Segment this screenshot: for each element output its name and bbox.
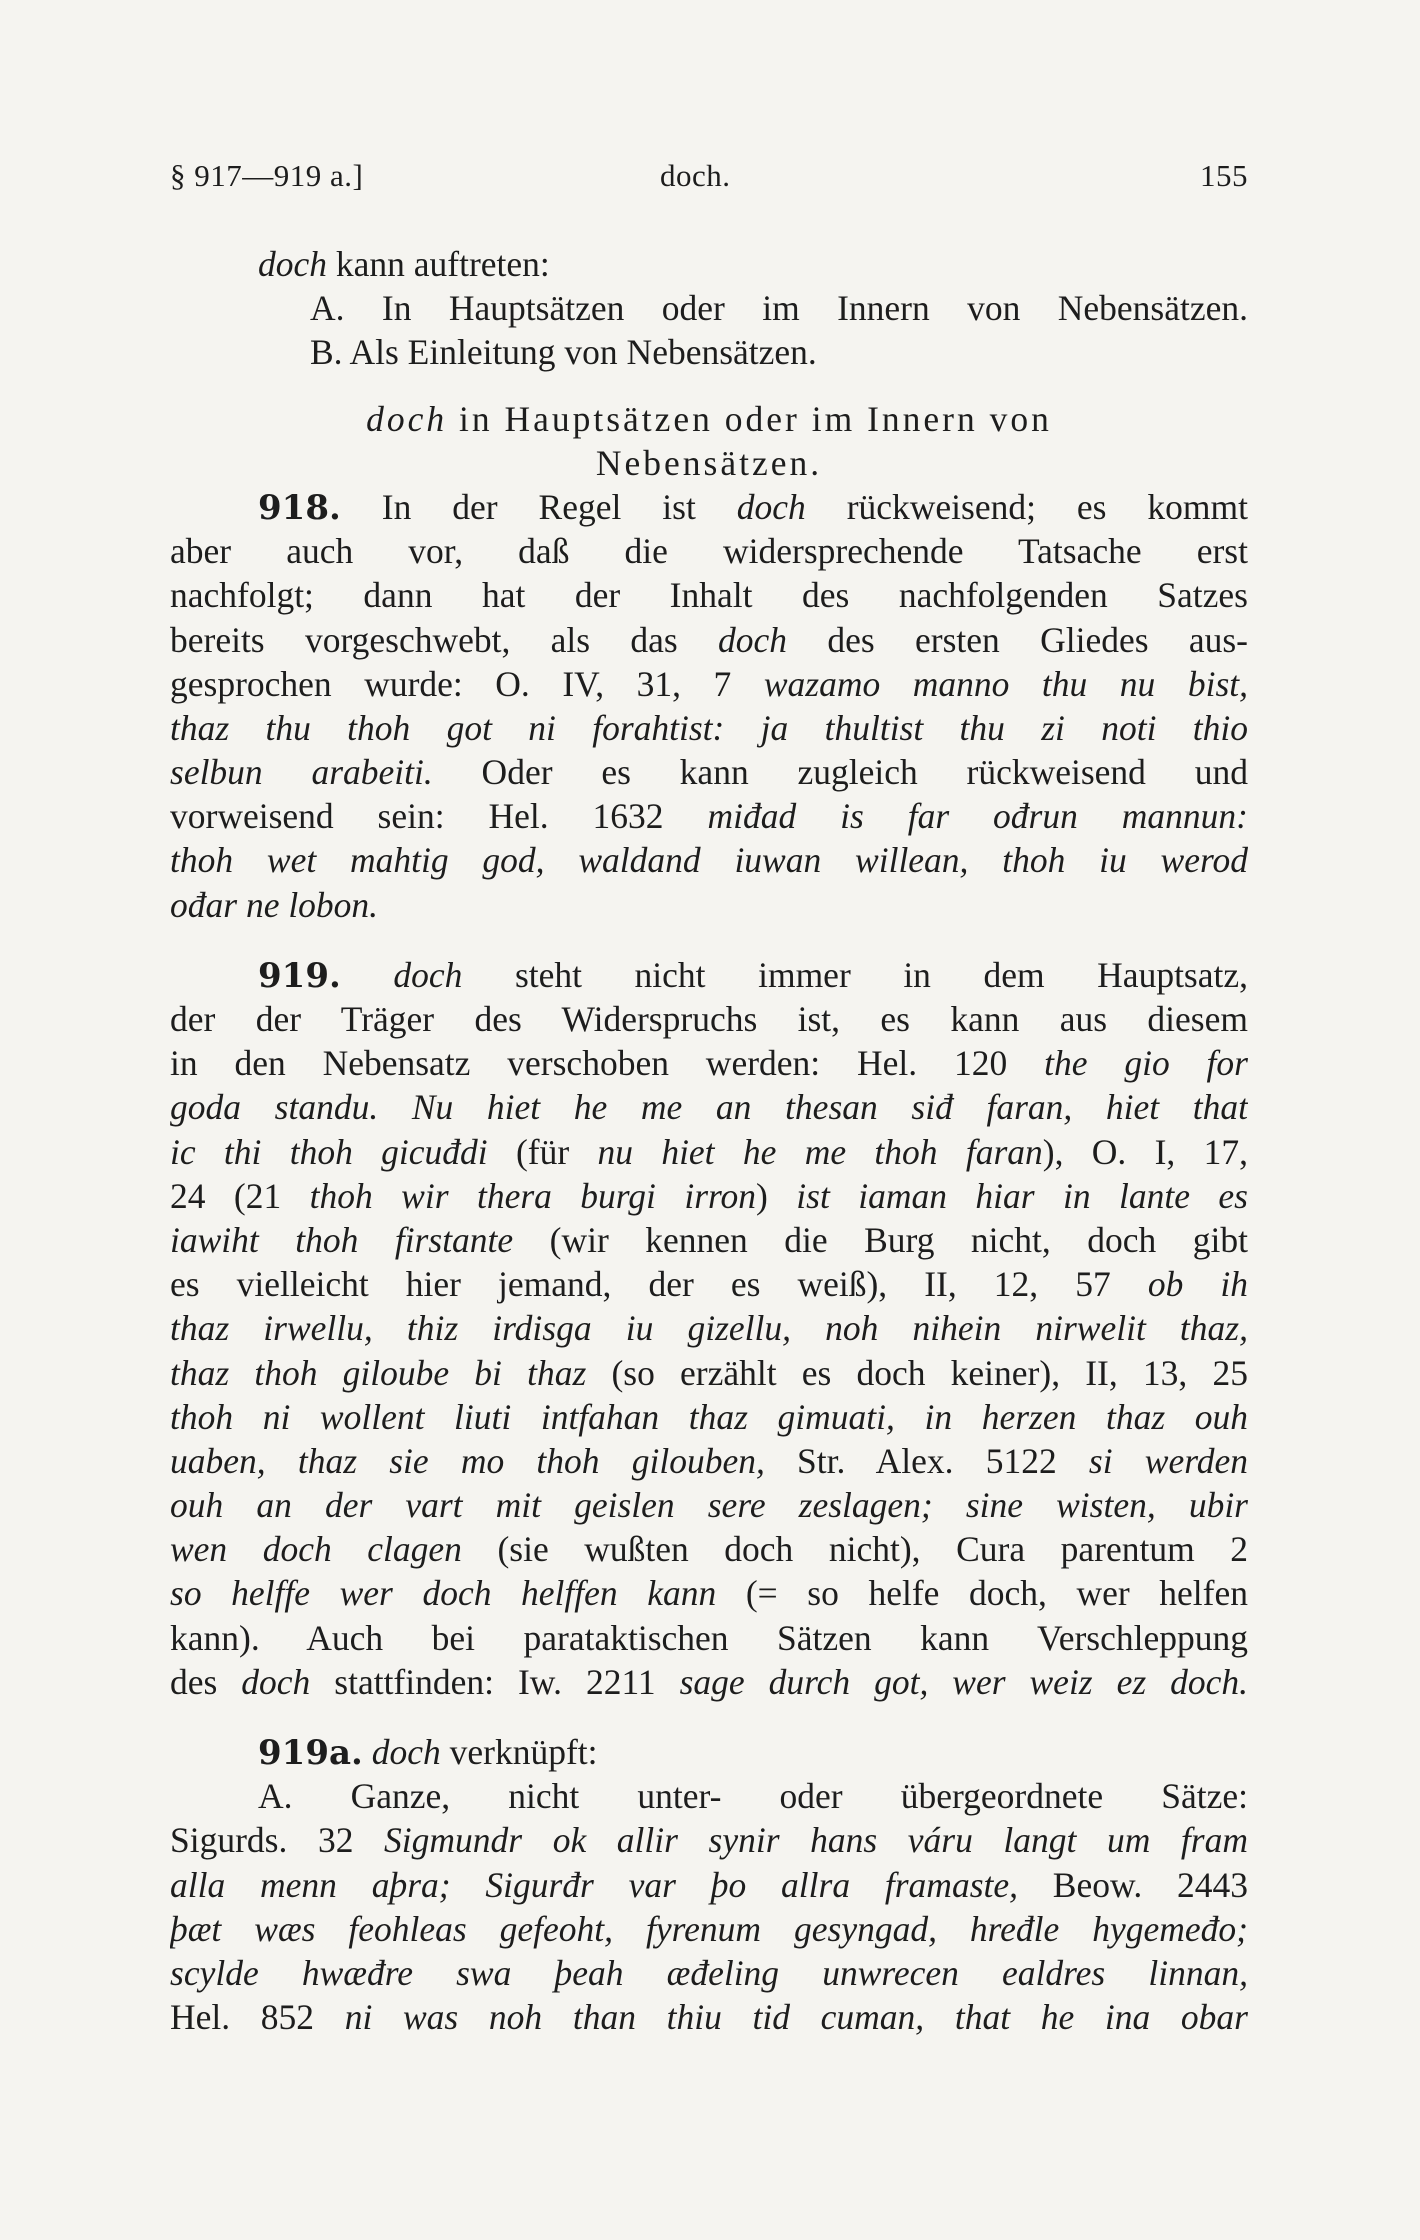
p919-line: der der Träger des Widerspruchs ist, es kann aus diesem <box>170 999 1248 1039</box>
paragraph-919a <box>170 1730 1248 2039</box>
p919-line: iawiht thoh firstante (wir kennen die Burg nicht, doch gibt <box>170 1219 1248 1260</box>
p919-line: goda standu. Nu hiet he me an thesan siđ faran, hiet that <box>170 1087 1248 1128</box>
p918-line: aber auch vor, daß die widersprechende Tatsache erst <box>170 531 1248 572</box>
header-section-range: § 917—919 a.] <box>170 158 364 193</box>
paragraph-919 <box>170 953 1248 1704</box>
p918-line: thoh wet mahtig god, waldand iuwan willean, thoh iu werod <box>170 840 1248 881</box>
paragraph-918 <box>170 485 1248 927</box>
section-heading-line1: doch in Hauptsätzen oder im Innern von <box>366 398 1052 439</box>
paragraph-number: 919. <box>258 955 341 996</box>
p918-line: ođar ne lobon. <box>170 884 379 925</box>
page-body <box>170 242 1248 2039</box>
p918-line: thaz thu thoh got ni forahtist: ja thultist thu zi noti thio <box>170 707 1248 748</box>
p919-line: kann). Auch bei parataktischen Sätzen kann Verschleppung <box>170 1617 1248 1658</box>
p918-line: 918. In der Regel ist doch rückweisend; es kommt <box>258 486 1248 528</box>
p919-line: thaz irwellu, thiz irdisga iu gizellu, noh nihein nirwelit thaz, <box>170 1308 1248 1349</box>
p919-line: so helffe wer doch helffen kann (= so helfe doch, wer helfen <box>170 1573 1248 1614</box>
page-number: 155 <box>1200 158 1248 193</box>
intro-line: doch kann auftreten: <box>258 244 550 284</box>
p919-line: 919. doch steht nicht immer in dem Hauptsatz, <box>258 954 1248 996</box>
p919a-line: A. Ganze, nicht unter- oder übergeordnete Sätze: <box>258 1776 1248 1817</box>
p919-line: des doch stattfinden: Iw. 2211 sage durch got, wer weiz ez doch. <box>170 1661 1248 1702</box>
p918-line: bereits vorgeschwebt, als das doch des ersten Gliedes aus- <box>170 619 1248 660</box>
paragraph-number: 919a. <box>258 1733 363 1773</box>
header-title: doch. <box>660 158 731 193</box>
p919-line: uaben, thaz sie mo thoh gilouben, Str. Alex. 5122 si werden <box>170 1440 1248 1481</box>
p919a-line: scylde hwæđre swa þeah æđeling unwrecen ealdres linnan, <box>170 1952 1248 1993</box>
p919a-line: Sigurds. 32 Sigmundr ok allir synir hans váru langt um fram <box>170 1820 1248 1861</box>
p919a-line: Hel. 852 ni was noh than thiu tid cuman, that he ina obar <box>170 1997 1248 2038</box>
p919-line: ouh an der vart mit geislen sere zeslagen; sine wisten, ubir <box>170 1485 1248 1526</box>
p919a-line: alla menn aþra; Sigurđr var þo allra framaste, Beow. 2443 <box>170 1864 1248 1905</box>
intro-item-a: A. In Hauptsätzen oder im Innern von Nebensätzen. <box>310 288 1248 329</box>
p919-line: in den Nebensatz verschoben werden: Hel. 120 the gio for <box>170 1043 1248 1084</box>
p918-line: nachfolgt; dann hat der Inhalt des nachfolgenden Satzes <box>170 575 1248 616</box>
p919-line: thaz thoh giloube bi thaz (so erzählt es doch keiner), II, 13, 25 <box>170 1352 1248 1393</box>
p919-line: wen doch clagen (sie wußten doch nicht), Cura parentum 2 <box>170 1529 1248 1570</box>
p919-line: ic thi thoh gicuđdi (für nu hiet he me thoh faran), O. I, 17, <box>170 1131 1248 1172</box>
p918-line: selbun arabeiti. Oder es kann zugleich rückweisend und <box>170 752 1248 793</box>
paragraph-number: 918. <box>258 487 341 528</box>
p919-line: es vielleicht hier jemand, der es weiß), II, 12, 57 ob ih <box>170 1264 1248 1305</box>
section-heading-line2: Nebensätzen. <box>595 442 823 483</box>
p918-line: vorweisend sein: Hel. 1632 miđad is far ođrun mannun: <box>170 796 1248 837</box>
p919a-line: 919a. doch verknüpft: <box>258 1732 598 1773</box>
p919-line: 24 (21 thoh wir thera burgi irron) ist iaman hiar in lante es <box>170 1175 1248 1216</box>
p918-line: gesprochen wurde: O. IV, 31, 7 wazamo manno thu nu bist, <box>170 663 1248 704</box>
intro-item-b: B. Als Einleitung von Nebensätzen. <box>310 332 817 373</box>
p919a-line: þæt wæs feohleas gefeoht, fyrenum gesyngad, hređle hygemeđo; <box>170 1908 1248 1949</box>
p919-line: thoh ni wollent liuti intfahan thaz gimuati, in herzen thaz ouh <box>170 1396 1248 1437</box>
